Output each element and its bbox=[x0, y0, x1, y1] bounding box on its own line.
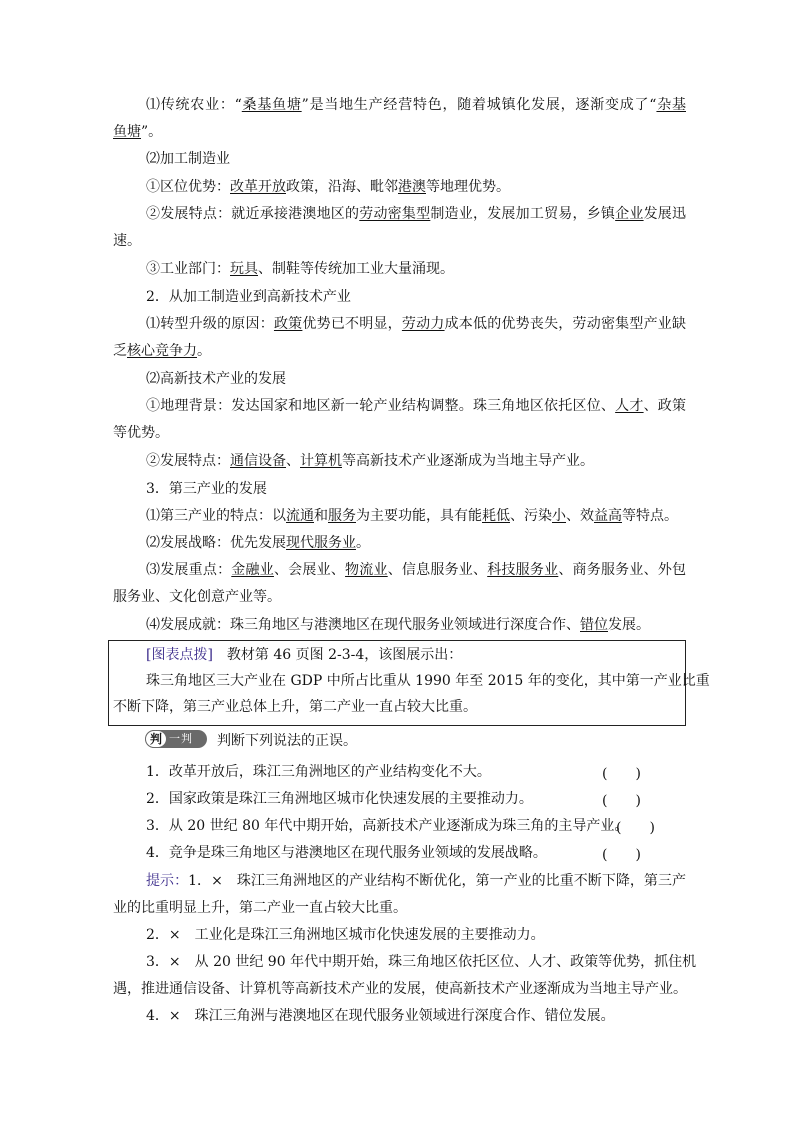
para-development-features-cont: 速。 bbox=[113, 233, 141, 249]
heading-high-tech: ⑵高新技术产业的发展 bbox=[146, 371, 286, 387]
judge-item-1: 1．改革开放后，珠江三角洲地区的产业结构变化不大。 bbox=[146, 764, 491, 780]
para-development-focus: ⑶发展重点：金融业、会展业、物流业、信息服务业、科技服务业、商务服务业、外包 bbox=[146, 562, 687, 578]
para-development-achievements: ⑷发展成就：珠三角地区与港澳地区在现代服务业领域进行深度合作、错位发展。 bbox=[146, 617, 650, 633]
judge-intro: 判断下列说法的正误。 bbox=[217, 733, 357, 749]
judge-badge-char: 判 bbox=[145, 730, 167, 748]
para-tertiary-features: ⑴第三产业的特点：以流通和服务为主要功能，具有能耗低、污染小、效益高等特点。 bbox=[146, 508, 678, 524]
judge-item-3: 3．从 20 世纪 80 年代中期开始，高新技术产业逐渐成为珠三角的主导产业。 bbox=[146, 818, 629, 834]
judge-badge-text: 一判 bbox=[169, 732, 193, 745]
judge-item-2: 2．国家政策是珠江三角洲地区城市化快速发展的主要推动力。 bbox=[146, 791, 533, 807]
para-development-focus-cont: 服务业、文化创意产业等。 bbox=[113, 589, 281, 605]
section-heading-3: 3．第三产业的发展 bbox=[146, 481, 267, 497]
judge-answer-blank-2: ( ) bbox=[602, 793, 641, 809]
judge-item-4: 4．竞争是珠三角地区与港澳地区在现代服务业领域的发展战略。 bbox=[146, 845, 547, 861]
para-industrial-sectors: ③工业部门：玩具、制鞋等传统加工业大量涌现。 bbox=[146, 261, 454, 277]
answer-3: 3．× 从 20 世纪 90 年代中期开始，珠三角地区依托区位、人才、政策等优势，抓住机 bbox=[146, 954, 697, 970]
judge-badge bbox=[145, 730, 207, 748]
para-geographic-background-cont: 等优势。 bbox=[113, 425, 169, 441]
answer-2: 2．× 工业化是珠江三角洲地区城市化快速发展的主要推动力。 bbox=[146, 927, 545, 943]
para-geographic-background: ①地理背景：发达国家和地区新一轮产业结构调整。珠三角地区依托区位、人才、政策 bbox=[146, 398, 687, 414]
term-sangjiyutang: 桑基鱼塘 bbox=[241, 97, 302, 113]
heading-processing-manufacturing: ⑵加工制造业 bbox=[146, 151, 230, 167]
para-location-advantage: ①区位优势：改革开放政策，沿海、毗邻港澳等地理优势。 bbox=[146, 179, 510, 195]
section-heading-2: 2．从加工制造业到高新技术产业 bbox=[146, 289, 351, 305]
para-development-features: ②发展特点：就近承接港澳地区的劳动密集型制造业，发展加工贸易，乡镇企业发展迅 bbox=[146, 206, 687, 222]
para-development-strategy: ⑵发展战略：优先发展现代服务业。 bbox=[146, 535, 370, 551]
para-traditional-agriculture: ⑴传统农业：“桑基鱼塘”是当地生产经营特色，随着城镇化发展，逐渐变成了“杂基 bbox=[146, 97, 686, 113]
judge-answer-blank-4: ( ) bbox=[602, 847, 641, 863]
para-transformation-reasons-cont: 乏核心竞争力。 bbox=[113, 343, 211, 359]
chart-tip-line-3: 不断下降，第三产业总体上升，第二产业一直占较大比重。 bbox=[113, 699, 477, 715]
chart-tip-label: [图表点拨] bbox=[146, 647, 213, 663]
answer-3-cont: 遇，推进通信设备、计算机等高新技术产业的发展，使高新技术产业逐渐成为当地主导产业。 bbox=[113, 981, 687, 997]
para-transformation-reasons: ⑴转型升级的原因：政策优势已不明显，劳动力成本低的优势丧失，劳动密集型产业缺 bbox=[146, 316, 687, 332]
answer-1: 提示：1．× 珠江三角洲地区的产业结构不断优化，第一产业的比重不断下降，第三产 bbox=[146, 873, 686, 889]
chart-tip-line-1: [图表点拨] 教材第 46 页图 2-3-4，该图展示出： bbox=[146, 647, 463, 663]
answer-4: 4．× 珠江三角洲与港澳地区在现代服务业领域进行深度合作、错位发展。 bbox=[146, 1008, 615, 1024]
judge-answer-blank-3: ( ) bbox=[616, 820, 655, 836]
chart-tip-line-2: 珠三角地区三大产业在 GDP 中所占比重从 1990 年至 2015 年的变化，其中第一产业比重 bbox=[146, 673, 710, 689]
para-high-tech-features: ②发展特点：通信设备、计算机等高新技术产业逐渐成为当地主导产业。 bbox=[146, 453, 594, 469]
para-traditional-agriculture-cont: 鱼塘”。 bbox=[113, 124, 163, 140]
judge-answer-blank-1: ( ) bbox=[602, 766, 641, 782]
answer-1-cont: 业的比重明显上升，第二产业一直占较大比重。 bbox=[113, 900, 407, 916]
answer-label: 提示： bbox=[146, 873, 189, 889]
